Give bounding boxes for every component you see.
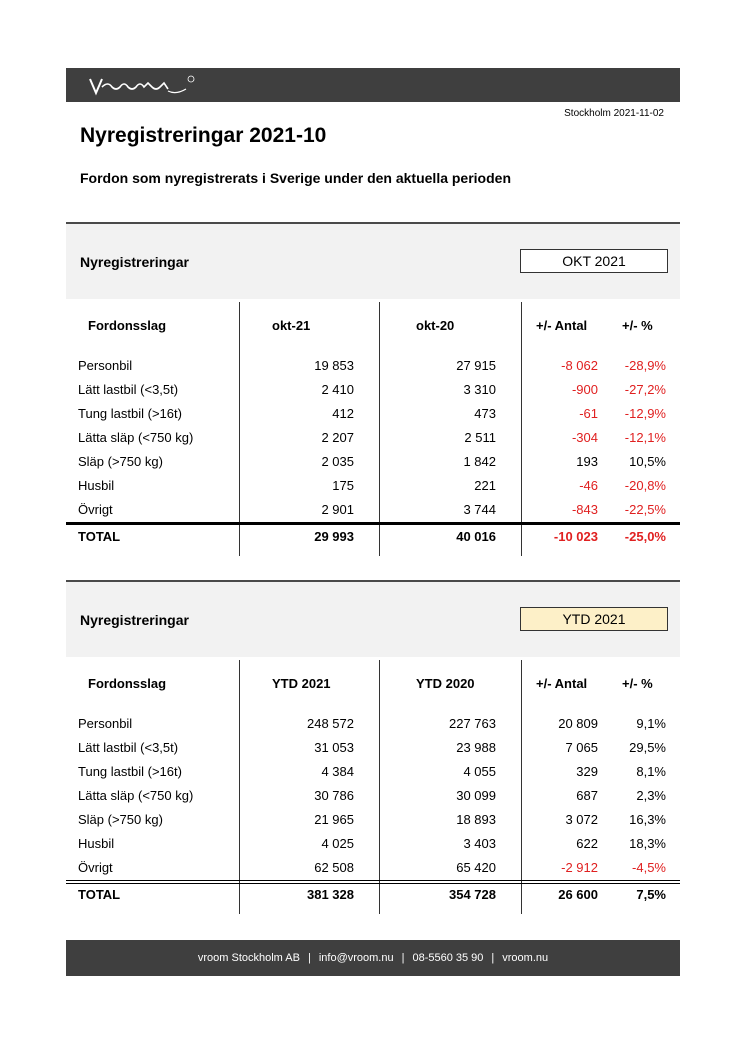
table-cell: -8 062	[561, 358, 598, 373]
table-cell: 248 572	[307, 716, 354, 731]
table-cell: 193	[576, 454, 598, 469]
table-cell: 18 893	[456, 812, 496, 827]
table-cell: 19 853	[314, 358, 354, 373]
table-row	[66, 856, 680, 880]
table-cell: 3 072	[565, 812, 598, 827]
table-cell: -28,9%	[624, 358, 666, 373]
footer-separator: |	[307, 952, 311, 964]
table-cell: -22,5%	[624, 502, 666, 517]
table-cell: 21 965	[314, 812, 354, 827]
footer-separator: |	[491, 952, 495, 964]
table-cell: 30 099	[456, 788, 496, 803]
table-cell: 29,5%	[629, 740, 666, 755]
table-cell: Personbil	[78, 358, 133, 373]
table-cell: 23 988	[456, 740, 496, 755]
table-cell: 3 744	[463, 502, 496, 517]
footer-phone: 08-5560 35 90	[412, 952, 484, 964]
period-box: YTD 2021	[520, 607, 668, 631]
total-cell: -10 023	[553, 529, 598, 544]
table-cell: 175	[332, 478, 354, 493]
total-cell: TOTAL	[78, 887, 121, 902]
table-cell: Övrigt	[78, 502, 113, 517]
column-header: +/- Antal	[536, 318, 588, 333]
table-row	[66, 808, 680, 832]
table-cell: 2 511	[464, 430, 496, 445]
table-cell: 2,3%	[636, 788, 666, 803]
page-title: Nyregistreringar 2021-10	[80, 124, 327, 147]
table-cell: Släp (>750 kg)	[78, 454, 163, 469]
column-header: okt-21	[272, 318, 311, 333]
total-cell: 40 016	[456, 529, 496, 544]
table-row	[66, 426, 680, 450]
table-row	[66, 736, 680, 760]
table-cell: 2 410	[321, 382, 354, 397]
table-cell: 687	[576, 788, 598, 803]
table-cell: Husbil	[78, 836, 115, 851]
table-cell: Lätta släp (<750 kg)	[78, 430, 194, 445]
table-cell: 2 035	[321, 454, 354, 469]
table-cell: 16,3%	[629, 812, 666, 827]
table-cell: Lätt lastbil (<3,5t)	[78, 740, 179, 755]
table-cell: 227 763	[449, 716, 496, 731]
table-row	[66, 712, 680, 736]
table-row	[66, 354, 680, 378]
table-cell: 30 786	[314, 788, 354, 803]
table-cell: 20 809	[558, 716, 598, 731]
table-cell: Husbil	[78, 478, 115, 493]
table-cell: 221	[474, 478, 496, 493]
table-cell: -900	[571, 382, 598, 397]
table-cell: Tung lastbil (>16t)	[78, 406, 182, 421]
total-cell: 26 600	[558, 887, 598, 902]
total-cell: 29 993	[314, 529, 354, 544]
table-cell: 10,5%	[629, 454, 666, 469]
table-cell: -12,9%	[624, 406, 666, 421]
table-cell: -27,2%	[624, 382, 666, 397]
table-cell: 27 915	[456, 358, 496, 373]
table-cell: 329	[576, 764, 598, 779]
column-header: okt-20	[416, 318, 455, 333]
table-cell: 622	[576, 836, 598, 851]
table-cell: 4 055	[463, 764, 496, 779]
table-cell: -20,8%	[624, 478, 666, 493]
table-cell: 1 842	[463, 454, 496, 469]
footer-bar	[66, 940, 680, 976]
table-cell: 2 207	[321, 430, 354, 445]
column-header: +/- Antal	[536, 676, 588, 691]
table-cell: 8,1%	[636, 764, 666, 779]
column-header: YTD 2020	[416, 676, 475, 691]
table-cell: 9,1%	[636, 716, 666, 731]
table-cell: 3 403	[463, 836, 496, 851]
table-row	[66, 760, 680, 784]
total-cell: TOTAL	[78, 529, 121, 544]
column-header: +/- %	[622, 676, 653, 691]
table-row	[66, 784, 680, 808]
table-cell: -304	[571, 430, 598, 445]
table-cell: 62 508	[314, 860, 354, 875]
column-header: Fordonsslag	[88, 676, 167, 691]
footer-email[interactable]: info@vroom.nu	[318, 952, 394, 964]
column-header: +/- %	[622, 318, 653, 333]
table-cell: 65 420	[456, 860, 496, 875]
table-cell: -46	[579, 478, 598, 493]
footer-separator: |	[401, 952, 405, 964]
table-cell: -843	[571, 502, 598, 517]
table-cell: Personbil	[78, 716, 133, 731]
table-cell: -2 912	[561, 860, 598, 875]
table-cell: -4,5%	[632, 860, 666, 875]
page-subtitle: Fordon som nyregistrerats i Sverige under den aktuella perioden	[80, 170, 511, 186]
table-row	[66, 402, 680, 426]
table-cell: 4 025	[321, 836, 354, 851]
period-box: OKT 2021	[520, 249, 668, 273]
column-header: YTD 2021	[272, 676, 331, 691]
table-cell: 31 053	[314, 740, 354, 755]
total-cell: 354 728	[449, 887, 496, 902]
table-cell: Släp (>750 kg)	[78, 812, 163, 827]
table-cell: 2 901	[321, 502, 354, 517]
table-row	[66, 378, 680, 402]
ytd-table-section	[66, 580, 680, 920]
table-cell: 412	[332, 406, 354, 421]
total-row	[66, 883, 680, 907]
section-title: Nyregistreringar	[80, 254, 189, 270]
month-table-section	[66, 222, 680, 562]
table-cell: -12,1%	[624, 430, 666, 445]
footer-company: vroom Stockholm AB	[197, 952, 300, 964]
table-cell: 18,3%	[629, 836, 666, 851]
top-bar	[66, 68, 680, 102]
total-cell: 7,5%	[636, 887, 666, 902]
column-header: Fordonsslag	[88, 318, 167, 333]
total-row	[66, 525, 680, 549]
vroom-logo	[86, 73, 206, 97]
table-cell: 3 310	[463, 382, 496, 397]
table-cell: Tung lastbil (>16t)	[78, 764, 182, 779]
section-title: Nyregistreringar	[80, 612, 189, 628]
total-cell: -25,0%	[624, 529, 666, 544]
table-cell: -61	[579, 406, 598, 421]
table-cell: Lätt lastbil (<3,5t)	[78, 382, 179, 397]
table-row	[66, 832, 680, 856]
table-cell: 7 065	[565, 740, 598, 755]
total-cell: 381 328	[307, 887, 354, 902]
report-date: Stockholm 2021-11-02	[564, 108, 664, 119]
table-row	[66, 450, 680, 474]
table-row	[66, 498, 680, 522]
table-cell: 473	[474, 406, 496, 421]
table-row	[66, 474, 680, 498]
table-cell: Övrigt	[78, 860, 113, 875]
table-cell: Lätta släp (<750 kg)	[78, 788, 194, 803]
table-cell: 4 384	[321, 764, 354, 779]
footer-web[interactable]: vroom.nu	[502, 952, 549, 964]
